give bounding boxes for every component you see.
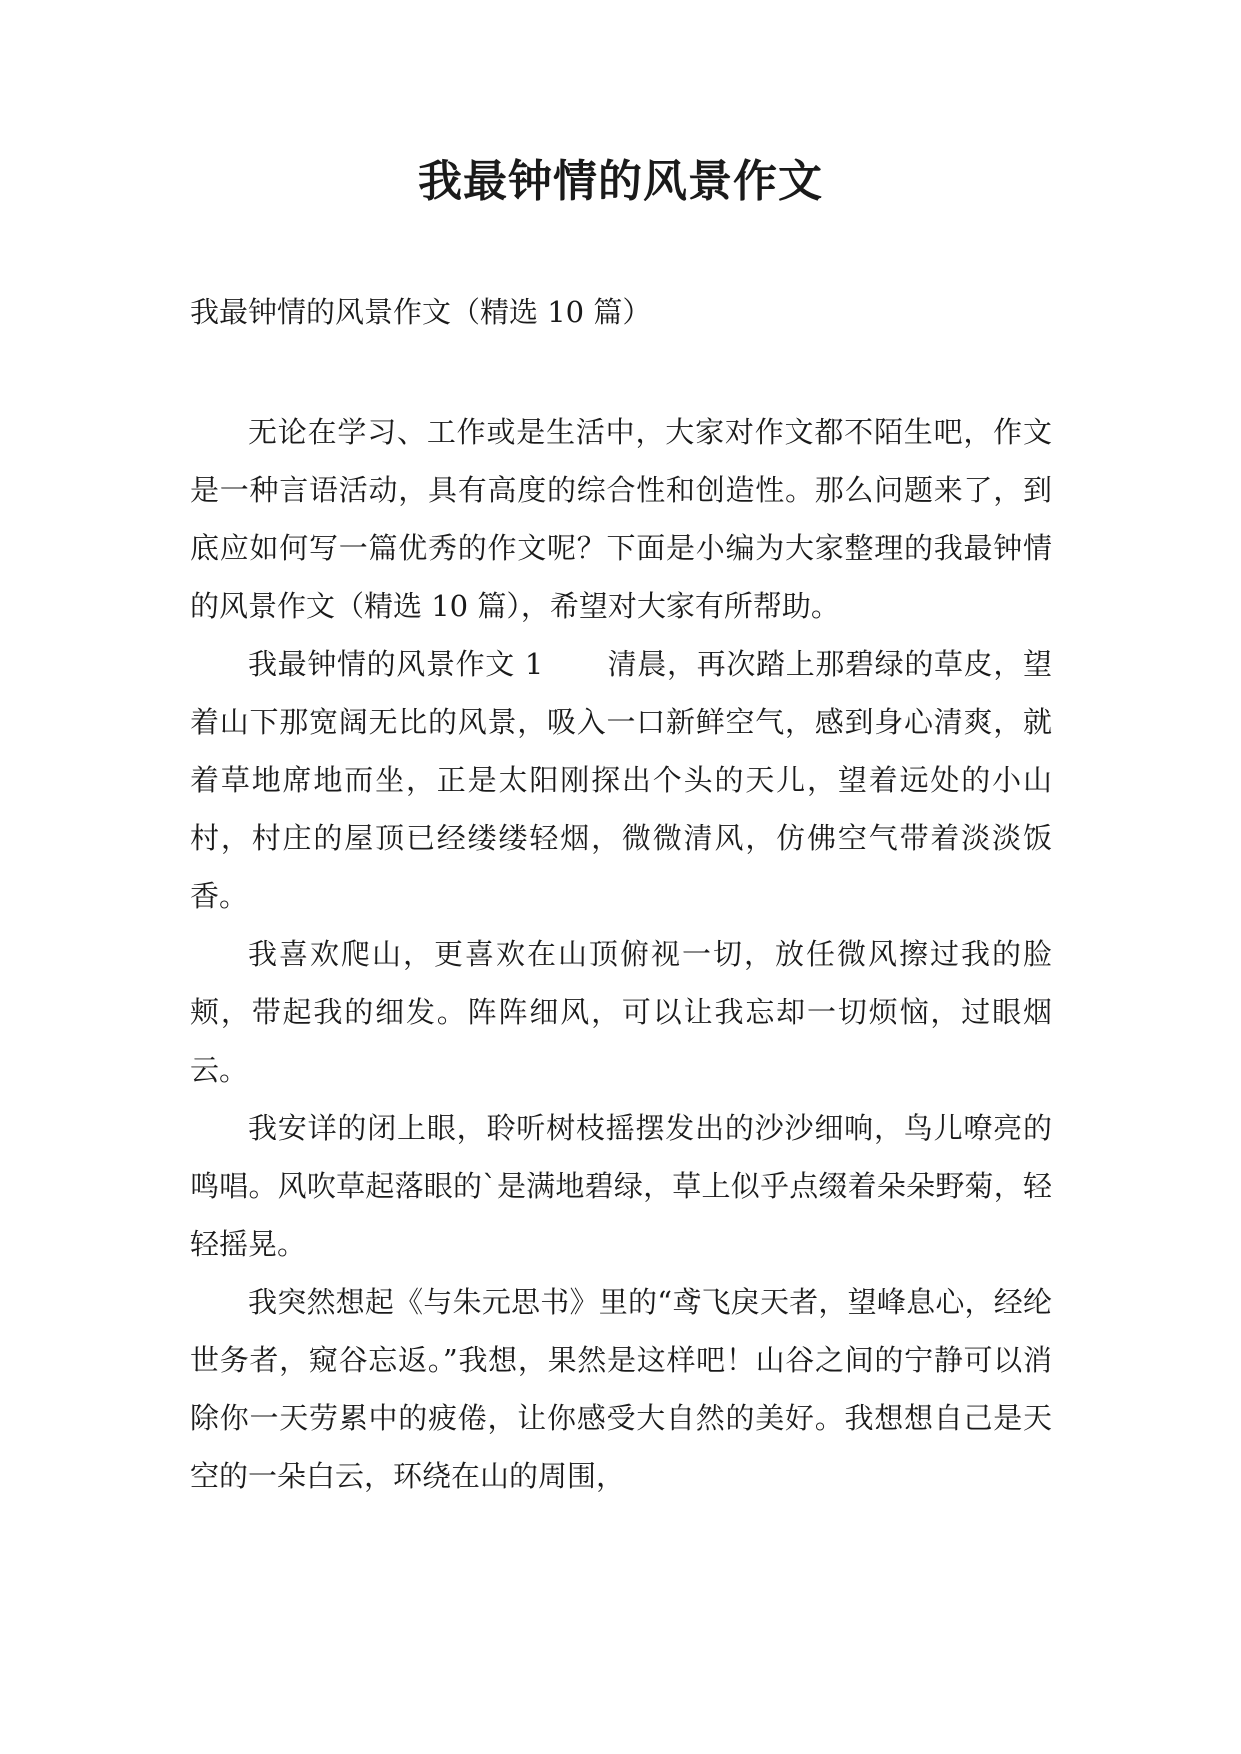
document-subtitle: 我最钟情的风景作文（精选 10 篇） [190,295,652,329]
essay-1-paragraph-3: 我安详的闭上眼，聆听树枝摇摆发出的沙沙细响，鸟儿嘹亮的鸣唱。风吹草起落眼的`是满地碧绿，草上似乎点缀着朵朵野菊，轻轻摇晃。 [190,1111,1052,1261]
essay-1-paragraph-1-text: 清晨，再次踏上那碧绿的草皮，望着山下那宽阔无比的风景，吸入一口新鲜空气，感到身心清爽，就着草地席地而坐，正是太阳刚探出个头的天儿，望着远处的小山村，村庄的屋顶已经缕缕轻烟，微微清风，仿佛空气带着淡淡饭香。 [190,647,1052,913]
intro-paragraph: 无论在学习、工作或是生活中，大家对作文都不陌生吧，作文是一种言语活动，具有高度的综合性和创造性。那么问题来了，到底应如何写一篇优秀的作文呢？下面是小编为大家整理的我最钟情的风景作文（精选 10 篇），希望对大家有所帮助。 [190,415,1052,623]
essay-1-paragraph-4: 我突然想起《与朱元思书》里的“鸢飞戾天者，望峰息心，经纶世务者，窥谷忘返。”我想，果然是这样吧！山谷之间的宁静可以消除你一天劳累中的疲倦，让你感受大自然的美好。我想想自己是天空的一朵白云，环绕在山的周围， [190,1285,1052,1493]
essay-1-paragraph-2: 我喜欢爬山，更喜欢在山顶俯视一切，放任微风擦过我的脸颊，带起我的细发。阵阵细风，可以让我忘却一切烦恼，过眼烟云。 [190,937,1052,1087]
section-heading: 我最钟情的风景作文 1 [248,647,544,681]
essay-1-paragraph-1 [190,635,1052,925]
document-title: 我最钟情的风景作文 [418,156,823,207]
document-body [190,403,1052,1505]
